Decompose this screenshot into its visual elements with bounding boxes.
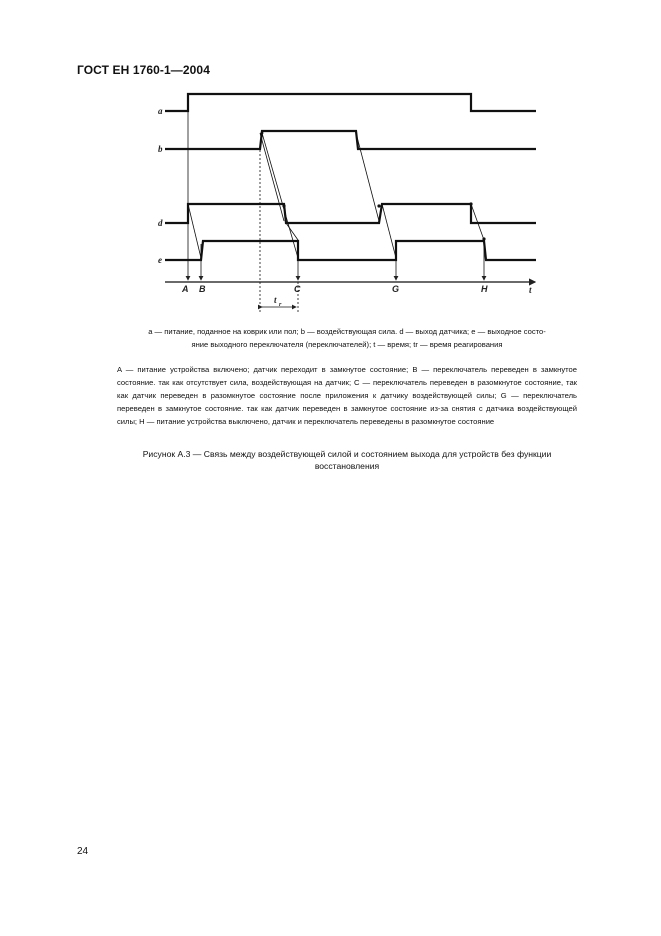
signal-b-line xyxy=(165,131,536,149)
signal-a-label: a xyxy=(158,106,163,116)
signal-d-line xyxy=(165,204,536,223)
legend-line-1: a — питание, поданное на коврик или пол; b — воздействующая сила. d — выход датчика; e — выходное состо- xyxy=(148,327,546,336)
points-legend-text: A — питание устройства включено; датчик переходит в замкнутое состояние; B — переключатель переведен в замкнутое состояние. так как отсутствует сила, воздействующая на датчик; C — переключатель переведен в разомкнутое состояние, так как датчик переведен в разомкнутое состояние после приложения к датчику воздействующей силы; G — переключатель переведен в замкнутое состояние. так как датчик переведен в замкнутое состояние из-за снятия с датчика воздействующей силы; H — питание устройства выключено, датчик и переключатель переведены в разомкнутое состояние xyxy=(117,365,577,426)
signal-d-label: d xyxy=(158,218,163,228)
point-c-label: C xyxy=(294,284,301,294)
response-time-label: t xyxy=(274,295,277,305)
point-b-label: B xyxy=(199,284,206,294)
legend-line-2: яние выходного переключателя (переключателей); t — время; tr — время реагирования xyxy=(191,340,503,349)
axis-t-label: t xyxy=(529,285,532,295)
page-number: 24 xyxy=(77,846,89,857)
timing-diagram xyxy=(0,0,661,330)
signal-e-line xyxy=(165,241,536,260)
point-a-label: A xyxy=(182,284,189,294)
signal-b-label: b xyxy=(158,144,163,154)
figure-caption: Рисунок А.3 — Связь между воздействующей силой и состоянием выхода для устройств без функции восстановления xyxy=(142,449,552,471)
signal-e-label: e xyxy=(158,255,162,265)
document-header: ГОСТ ЕН 1760-1—2004 xyxy=(77,63,210,77)
signal-a-line xyxy=(165,94,536,111)
point-g-label: G xyxy=(392,284,400,294)
response-time-subscript: r xyxy=(279,302,282,308)
point-h-label: H xyxy=(481,284,488,294)
points-legend xyxy=(117,363,577,428)
signal-legend xyxy=(117,325,577,351)
